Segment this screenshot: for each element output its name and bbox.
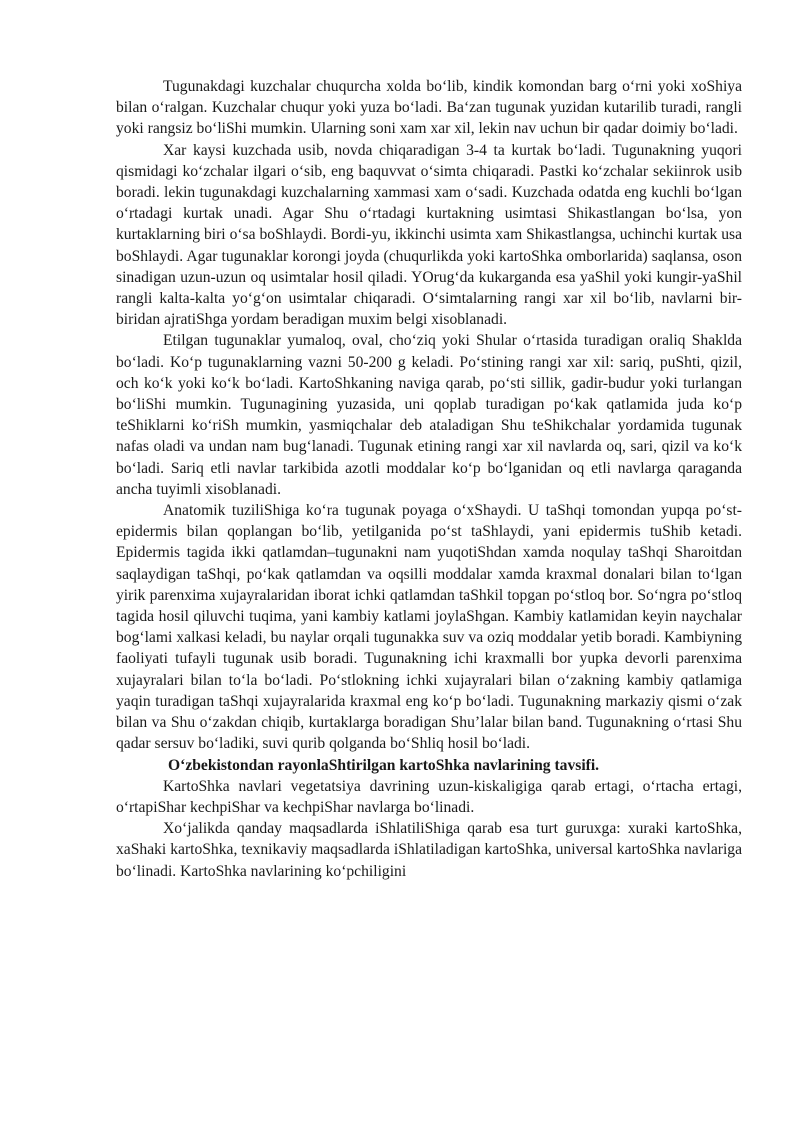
paragraph: Xo‘jalikda qanday maqsadlarda iShlatiliShiga qarab esa turt guruxga: xuraki kartoShka, xaShaki kartoShka, texnikaviy maqsadlarda iShlatiladigan kartoShka, universal kartoShka navlariga bo‘linadi. KartoShka navlarining ko‘pchiligini xyxy=(116,820,742,880)
paragraph: Etilgan tugunaklar yumaloq, oval, cho‘ziq yoki Shular o‘rtasida turadigan oraliq Shaklda bo‘ladi. Ko‘p tugunaklarning vazni 50-200 g keladi. Po‘stining rangi xar xil: sariq, puShti, qizil, och ko‘k yoki ko‘k bo‘ladi. KartoShkaning naviga qarab, po‘sti sillik, gadir-budur yoki turlangan bo‘liShi mumkin. Tugunagining yuzasida, uni qoplab turadigan po‘kak qatlamida juda ko‘p teShiklarni ko‘riSh mumkin, yasmiqchalar deb ataladigan Shu teShikchalar yordamida tugunak nafas oladi va undan nam bug‘lanadi. Tugunak etining rangi xar xil navlarda oq, sari, qizil va ko‘k bo‘ladi. Sariq etli navlar tarkibida azotli moddalar ko‘p bo‘lganidan oq etli navlarga qaraganda ancha tuyimli xisoblanadi. xyxy=(116,332,742,498)
paragraph: Tugunakdagi kuzchalar chuqurcha xolda bo‘lib, kindik komondan barg o‘rni yoki xoShiya bilan o‘ralgan. Kuzchalar chuqur yoki yuza bo‘ladi. Ba‘zan tugunak yuzidan kutarilib turadi, rangli yoki rangsiz bo‘liShi mumkin. Ularning soni xam xar xil, lekin nav uchun bir qadar doimiy bo‘ladi. xyxy=(116,78,742,138)
document-page xyxy=(116,76,742,882)
paragraph: Anatomik tuziliShiga ko‘ra tugunak poyaga o‘xShaydi. U taShqi tomondan yupqa po‘st-epidermis bilan qoplangan bo‘lib, yetilganida po‘st taShlaydi, yani epidermis tuShib ketadi. Epidermis tagida ikki qatlamdan–tugunakni nam yuqotiShdan xamda noqulay taShqi Sharoitdan saqlaydigan taShqi, po‘kak qatlamdan va oqsilli moddalar xamda kraxmal donalari bilan to‘lgan yirik parenxima xujayralaridan iborat ichki qatlamdan taShkil topgan po‘stloq bor. So‘ngra po‘stloq tagida hosil qiluvchi tuqima, yani kambiy katlami joylaShgan. Kambiy katlamidan keyin naychalar bog‘lami xalkasi keladi, bu naylar orqali tugunakka suv va oziq moddalar yetib boradi. Kambiyning faoliyati tufayli tugunak usib boradi. Tugunakning ichi kraxmalli bor yupka devorli parenxima xujayralari bilan to‘la bo‘ladi. Po‘stlokning ichki xujayralari bilan o‘zakning kambiy qatlamiga yaqin turadigan taShqi xujayralarida kraxmal eng ko‘p bo‘ladi. Tugunakning markaziy qismi o‘zak bilan va Shu o‘zakdan chiqib, kurtaklarga boradigan Shu’lalar bilan band. Tugunakning o‘rtasi Shu qadar sersuv bo‘ladiki, suvi qurib qolganda bo‘Shliq hosil bo‘ladi. xyxy=(116,502,742,753)
paragraph: KartoShka navlari vegetatsiya davrining uzun-kiskaligiga qarab ertagi, o‘rtacha ertagi, o‘rtapiShar kechpiShar va kechpiShar navlarga bo‘linadi. xyxy=(116,777,742,816)
paragraph: Xar kaysi kuzchada usib, novda chiqaradigan 3-4 ta kurtak bo‘ladi. Tugunakning yuqori qismidagi ko‘zchalar ilgari o‘sib, eng baquvvat o‘simta chiqaradi. Pastki ko‘zchalar sekiinrok usib boradi. lekin tugunakdagi kuzchalarning xammasi xam o‘sadi. Kuzchada odatda eng kuchli bo‘lgan o‘rtadagi kurtak unadi. Agar Shu o‘rtadagi kurtakning usimtasi Shikastlangan bo‘lsa, yon kurtaklarning biri o‘sa boShlaydi. Bordi-yu, ikkinchi usimta xam Shikastlangsa, uchinchi kurtak usa boShlaydi. Agar tugunaklar korongi joyda (chuqurlikda yoki kartoShka omborlarida) saqlansa, oson sinadigan uzun-uzun oq usimtalar hosil qiladi. YOrug‘da kukarganda esa yaShil yoki kungir-yaShil rangli kalta-kalta yo‘g‘on usimtalar chiqaradi. O‘simtalarning rangi xar xil bo‘lib, navlarni bir-biridan ajratiShga yordam beradigan muxim belgi xisoblanadi. xyxy=(116,141,742,329)
section-heading: O‘zbekistondan rayonlaShtirilgan kartoShka navlarining tavsifi. xyxy=(168,756,600,774)
